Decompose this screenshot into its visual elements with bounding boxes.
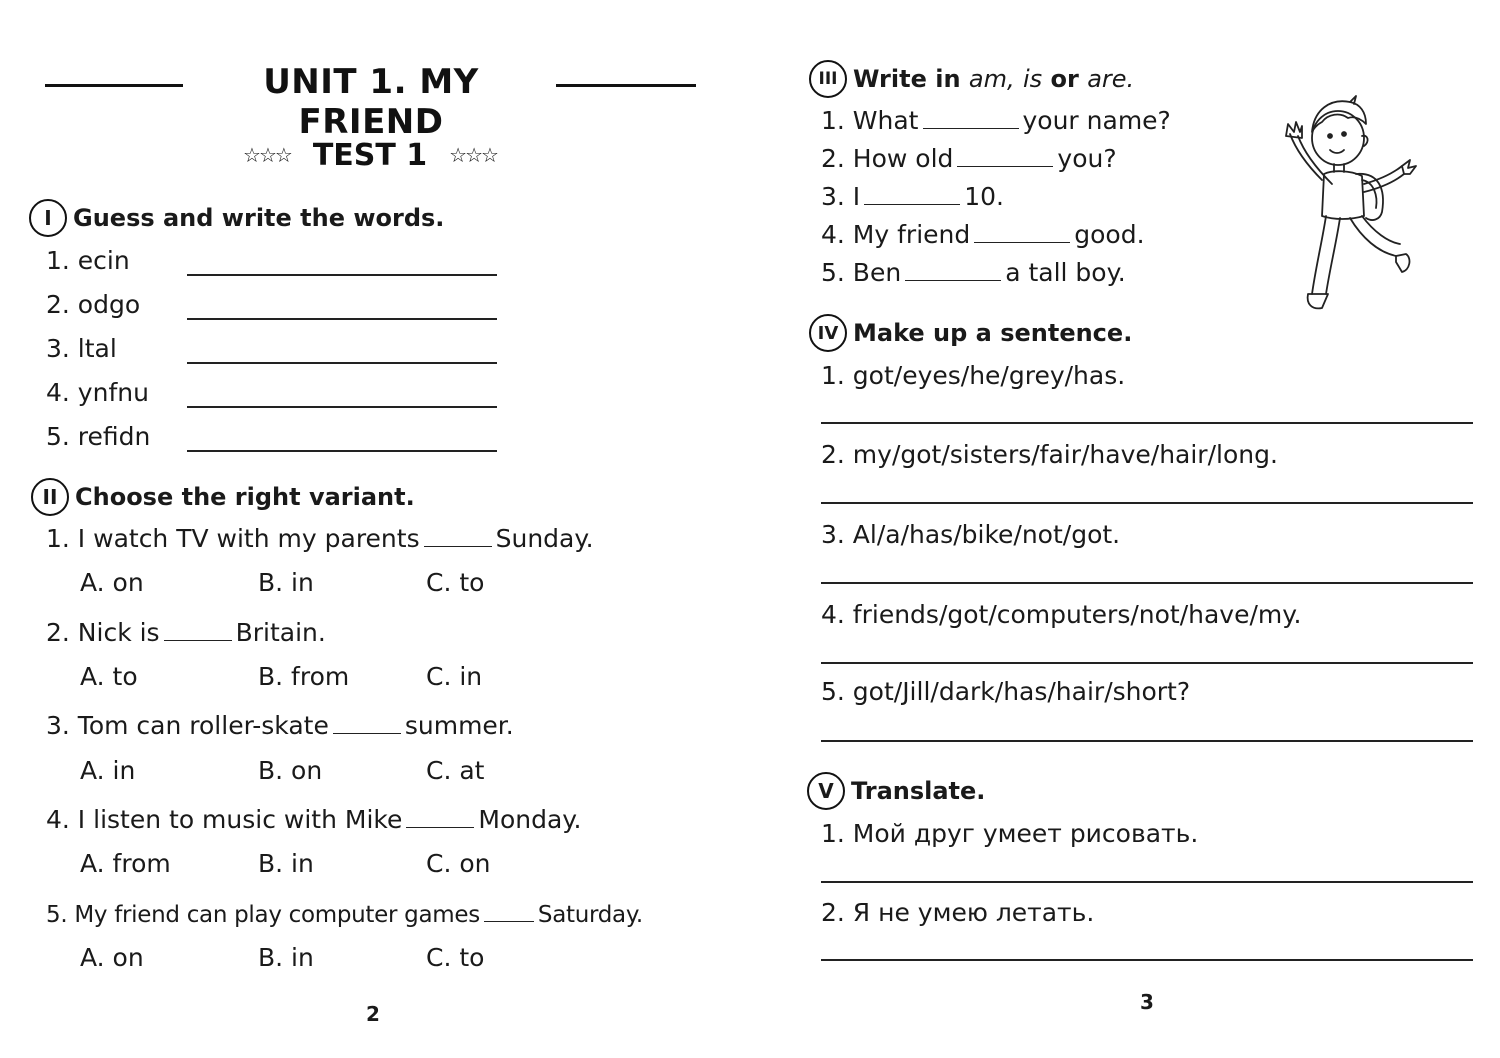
answer-blank[interactable] — [333, 711, 401, 734]
test-title — [220, 138, 520, 173]
fill-item: 3. I 10. — [821, 182, 1004, 211]
option-b[interactable]: B. in — [258, 943, 314, 972]
section-numeral: III — [809, 60, 847, 98]
fill-item: 4. My friend good. — [821, 220, 1145, 249]
answer-blank[interactable] — [424, 524, 492, 547]
page-number: 3 — [1140, 990, 1154, 1014]
section-5-header — [807, 772, 985, 810]
answer-line[interactable] — [187, 274, 497, 276]
boy-leg-left — [1312, 216, 1326, 294]
option-c[interactable]: C. on — [426, 849, 491, 878]
title-rule-right — [556, 84, 696, 87]
section-numeral: I — [29, 199, 67, 237]
word-item: 4. ynfnu — [46, 378, 149, 407]
question — [46, 524, 594, 553]
answer-blank[interactable] — [974, 220, 1070, 243]
answer-line[interactable] — [821, 422, 1473, 424]
word-item: 5. refidn — [46, 422, 151, 451]
boy-torso — [1322, 171, 1364, 219]
boy-arm-left — [1290, 134, 1322, 180]
option-b[interactable]: B. from — [258, 662, 350, 691]
question-text-end: summer. — [404, 711, 514, 740]
section-4-header — [809, 314, 1132, 352]
sentence-item: 5. got/Jill/dark/has/hair/short? — [821, 677, 1191, 706]
option-a[interactable]: A. on — [80, 943, 144, 972]
answer-blank[interactable] — [484, 899, 534, 922]
section-title: Choose the right variant. — [75, 483, 415, 511]
answer-blank[interactable] — [864, 182, 960, 205]
left-page — [0, 0, 740, 1058]
section-title: Make up a sentence. — [853, 319, 1133, 347]
answer-blank[interactable] — [957, 144, 1053, 167]
answer-line[interactable] — [187, 450, 497, 452]
unit-title: UNIT 1. MY FRIEND — [263, 62, 479, 142]
answer-line[interactable] — [821, 881, 1473, 883]
sentence-item: 4. friends/got/computers/not/have/my. — [821, 600, 1302, 629]
answer-line[interactable] — [187, 362, 497, 364]
boy-backpack — [1356, 174, 1383, 220]
fill-item: 1. What your name? — [821, 106, 1171, 135]
option-a[interactable]: A. in — [80, 756, 136, 785]
question-text: 5. My friend can play computer games — [46, 902, 480, 928]
question-text: 4. I listen to music with Mike — [46, 805, 403, 834]
question-text-end: Saturday. — [537, 902, 643, 928]
answer-line[interactable] — [821, 582, 1473, 584]
option-c[interactable]: C. to — [426, 943, 485, 972]
section-numeral: II — [31, 478, 69, 516]
answer-blank[interactable] — [905, 258, 1001, 281]
option-b[interactable]: B. in — [258, 568, 314, 597]
question-text: 3. Tom can roller-skate — [46, 711, 329, 740]
fill-item: 5. Ben a tall boy. — [821, 258, 1126, 287]
answer-line[interactable] — [187, 318, 497, 320]
option-a[interactable]: A. on — [80, 568, 144, 597]
question-text: 2. Nick is — [46, 618, 160, 647]
translate-item: 2. Я не умею летать. — [821, 898, 1095, 927]
answer-line[interactable] — [821, 662, 1473, 664]
section-1-header — [29, 199, 444, 237]
question-text-end: Sunday. — [495, 524, 594, 553]
option-c[interactable]: C. to — [426, 568, 485, 597]
question — [46, 711, 514, 740]
word-item: 2. odgo — [46, 290, 141, 319]
test-label: TEST 1 — [312, 138, 428, 173]
stars-right-icon: ☆☆☆ — [449, 143, 497, 167]
right-page — [760, 0, 1500, 1058]
question — [46, 899, 643, 928]
sentence-item: 3. Al/a/has/bike/not/got. — [821, 520, 1121, 549]
option-c[interactable]: C. at — [426, 756, 485, 785]
fill-item: 2. How old you? — [821, 144, 1117, 173]
section-title: Write in am, is or are. — [853, 65, 1135, 93]
word-item: 3. ltal — [46, 334, 117, 363]
question-text-end: Britain. — [235, 618, 326, 647]
answer-line[interactable] — [187, 406, 497, 408]
option-b[interactable]: B. on — [258, 756, 323, 785]
answer-line[interactable] — [821, 959, 1473, 961]
boy-head — [1312, 111, 1364, 165]
word-item: 1. ecin — [46, 246, 130, 275]
section-2-header — [31, 478, 415, 516]
answer-line[interactable] — [821, 740, 1473, 742]
answer-blank[interactable] — [406, 805, 474, 828]
boy-illustration — [1278, 88, 1418, 320]
section-3-header — [809, 60, 1134, 98]
question-text-end: Monday. — [478, 805, 582, 834]
option-c[interactable]: C. in — [426, 662, 483, 691]
answer-blank[interactable] — [164, 618, 232, 641]
section-title: Translate. — [851, 777, 986, 805]
section-title: Guess and write the words. — [73, 204, 445, 232]
answer-blank[interactable] — [923, 106, 1019, 129]
page-number: 2 — [366, 1002, 380, 1026]
question-text: 1. I watch TV with my parents — [46, 524, 420, 553]
sentence-item: 1. got/eyes/he/grey/has. — [821, 361, 1126, 390]
stars-left-icon: ☆☆☆ — [243, 143, 291, 167]
option-a[interactable]: A. to — [80, 662, 138, 691]
title-rule-left — [45, 84, 183, 87]
option-b[interactable]: B. in — [258, 849, 314, 878]
question — [46, 618, 326, 647]
section-numeral: V — [807, 772, 845, 810]
question — [46, 805, 581, 834]
option-a[interactable]: A. from — [80, 849, 171, 878]
sentence-item: 2. my/got/sisters/fair/have/hair/long. — [821, 440, 1278, 469]
translate-item: 1. Мой друг умеет рисовать. — [821, 819, 1199, 848]
answer-line[interactable] — [821, 502, 1473, 504]
section-numeral: IV — [809, 314, 847, 352]
